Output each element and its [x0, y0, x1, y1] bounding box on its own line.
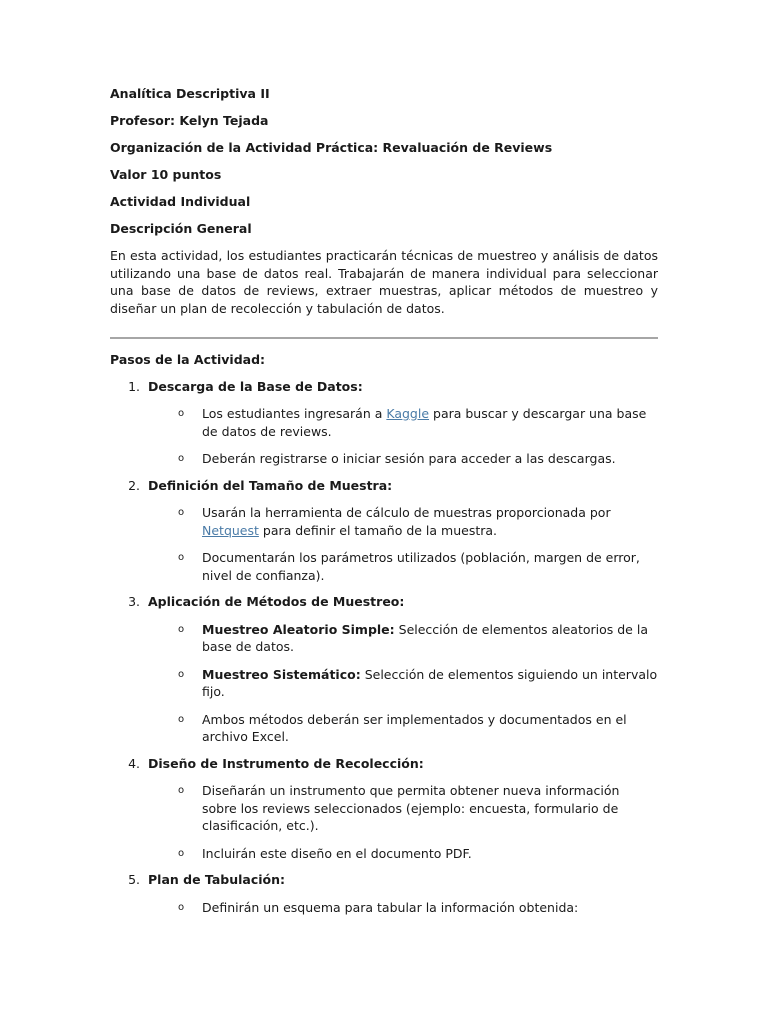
- step-number: 4.: [128, 755, 140, 771]
- hollow-bullet-icon: o: [178, 847, 185, 859]
- sub-text-pre: Los estudiantes ingresarán a: [202, 406, 387, 421]
- sub-list: [110, 405, 658, 468]
- steps-list: [110, 378, 658, 917]
- sub-text-rest: Selección de elementos aleatorios de la base de datos.: [202, 621, 648, 654]
- sub-item-text: Documentarán los parámetros utilizados (población, margen de error, nivel de confianza).: [202, 550, 640, 583]
- horizontal-divider: [110, 337, 658, 339]
- professor-line: Profesor: Kelyn Tejada: [110, 113, 269, 128]
- step-item: [110, 871, 658, 916]
- step-header: [110, 477, 658, 495]
- netquest-link[interactable]: Netquest: [202, 522, 259, 538]
- sub-item: [110, 845, 658, 863]
- sub-item-text: [202, 504, 658, 539]
- points-value: Valor 10 puntos: [110, 167, 222, 182]
- step-number: 3.: [128, 594, 140, 609]
- sub-text-pre: Usarán la herramienta de cálculo de muestras proporcionada por: [202, 505, 611, 520]
- sub-item: [110, 782, 658, 835]
- course-title: Analítica Descriptiva II: [110, 86, 270, 101]
- hollow-bullet-icon: o: [178, 453, 185, 464]
- sub-text-rest: Selección de elementos siguiendo un intervalo fijo.: [202, 666, 658, 699]
- hollow-bullet-icon: o: [178, 408, 185, 419]
- sub-text-post: para buscar y descargar una base de datos de reviews.: [202, 406, 647, 439]
- sub-item-text: Definirán un esquema para tabular la información obtenida:: [202, 899, 579, 915]
- hollow-bullet-icon: o: [178, 668, 185, 680]
- sub-item-text: [202, 666, 658, 701]
- step-header: [110, 378, 658, 396]
- step-title: Aplicación de Métodos de Muestreo:: [148, 594, 405, 609]
- step-title: Diseño de Instrumento de Recolección:: [148, 755, 424, 771]
- steps-heading: Pasos de la Actividad:: [110, 352, 266, 367]
- activity-organization-title: Organización de la Actividad Práctica: Revaluación de Reviews: [110, 140, 553, 155]
- step-title: Plan de Tabulación:: [148, 872, 286, 887]
- sub-item: [110, 621, 658, 656]
- step-number: 2.: [128, 477, 140, 493]
- step-item: [110, 477, 658, 585]
- sub-item: [110, 504, 658, 539]
- step-header: [110, 593, 658, 611]
- sub-text-post: para definir el tamaño de la muestra.: [258, 522, 498, 538]
- sub-item: [110, 450, 658, 468]
- hollow-bullet-icon: o: [178, 507, 185, 518]
- sub-bold-term: Muestreo Sistemático:: [202, 666, 361, 682]
- sub-list: [110, 504, 658, 584]
- hollow-bullet-icon: o: [178, 623, 185, 635]
- step-title: Descarga de la Base de Datos:: [148, 378, 363, 394]
- sub-item-text: Incluirán este diseño en el documento PDF.: [202, 845, 472, 861]
- sub-item: [110, 405, 658, 440]
- description-heading: Descripción General: [110, 221, 252, 236]
- kaggle-link[interactable]: Kaggle: [386, 406, 430, 421]
- step-item: [110, 378, 658, 468]
- sub-item-text: Diseñarán un instrumento que permita obtener nueva información sobre los reviews seleccionados (ejemplo: encuesta, formulario de clasificación, etc.).: [202, 783, 620, 833]
- sub-list: [110, 621, 658, 746]
- step-title: Definición del Tamaño de Muestra:: [148, 477, 393, 493]
- hollow-bullet-icon: o: [178, 785, 185, 796]
- hollow-bullet-icon: o: [178, 713, 185, 725]
- description-paragraph: En esta actividad, los estudiantes practicarán técnicas de muestreo y análisis de datos utilizando una base de datos real. Trabajarán de manera individual para seleccionar una base de datos de reviews, extraer muestras, aplicar métodos de muestreo y diseñar un plan de recolección y tabulación de datos.: [110, 248, 658, 316]
- sub-item: [110, 666, 658, 701]
- hollow-bullet-icon: o: [178, 901, 185, 913]
- sub-item-text: [202, 621, 658, 656]
- sub-item-text: [202, 405, 658, 440]
- sub-bold-term: Muestreo Aleatorio Simple:: [202, 621, 395, 637]
- step-number: 1.: [128, 378, 140, 394]
- step-item: [110, 593, 658, 746]
- sub-item: [110, 711, 658, 746]
- step-header: [110, 755, 658, 773]
- sub-list: [110, 782, 658, 862]
- step-item: [110, 755, 658, 863]
- sub-item: [110, 549, 658, 584]
- sub-item-text: Ambos métodos deberán ser implementados y documentados en el archivo Excel.: [202, 711, 627, 744]
- sub-list: [110, 899, 658, 917]
- sub-item-text: Deberán registrarse o iniciar sesión para acceder a las descargas.: [202, 451, 616, 466]
- activity-type: Actividad Individual: [110, 194, 251, 209]
- sub-item: [110, 899, 658, 917]
- hollow-bullet-icon: o: [178, 552, 185, 563]
- step-number: 5.: [128, 872, 140, 887]
- step-header: [110, 871, 658, 889]
